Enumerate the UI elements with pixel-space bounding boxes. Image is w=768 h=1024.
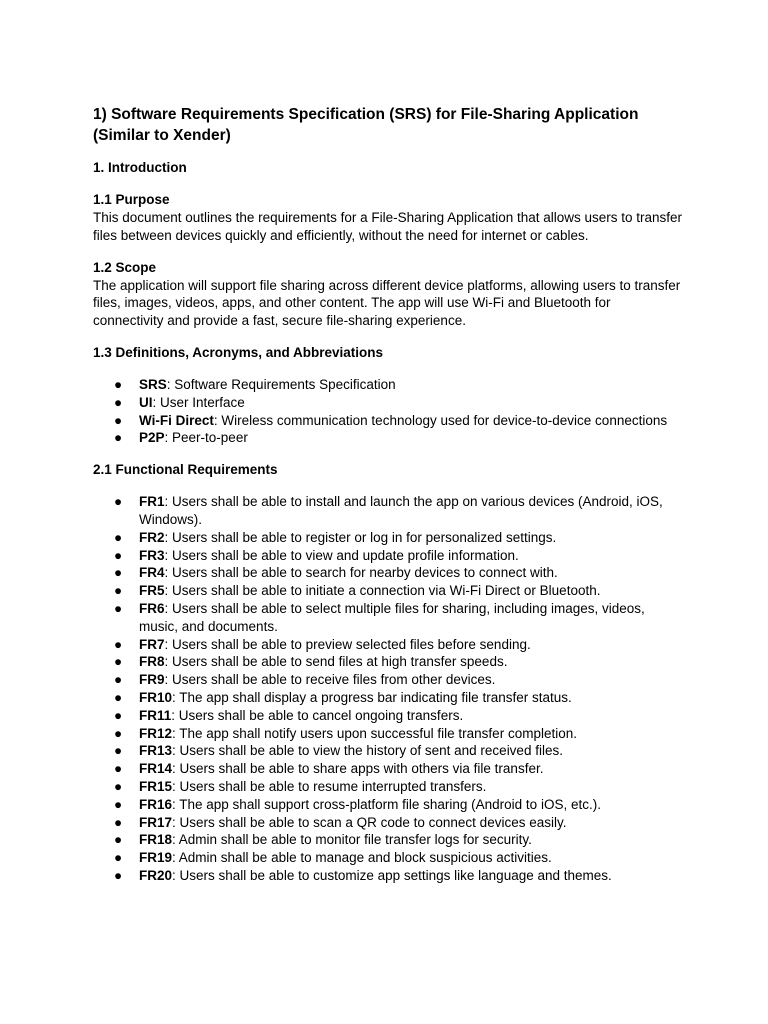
- bullet-icon: ●: [114, 583, 123, 599]
- item-term: FR17: [139, 814, 173, 830]
- item-text: : User Interface: [152, 394, 245, 410]
- list-item: [93, 582, 683, 600]
- item-text: : The app shall notify users upon successful file transfer completion.: [172, 725, 577, 741]
- item-term: FR8: [139, 654, 165, 670]
- item-text: : Users shall be able to install and launch the app on various devices (Android, iOS, Windows).: [139, 494, 663, 527]
- document-page: [93, 104, 683, 899]
- scope-heading: 1.2 Scope: [93, 259, 157, 275]
- list-item: [93, 412, 683, 430]
- purpose-heading: 1.1 Purpose: [93, 192, 170, 207]
- list-item: [93, 707, 683, 725]
- item-text: : Users shall be able to view and update profile information.: [164, 547, 519, 563]
- bullet-icon: ●: [114, 430, 123, 446]
- item-term: FR14: [139, 761, 173, 777]
- item-term: Wi-Fi Direct: [139, 412, 214, 428]
- bullet-icon: ●: [114, 672, 123, 688]
- item-text: : Users shall be able to resume interrupted transfers.: [172, 778, 487, 794]
- item-text: : Users shall be able to initiate a connection via Wi-Fi Direct or Bluetooth.: [164, 583, 601, 599]
- bullet-icon: ●: [114, 761, 123, 777]
- introduction-heading: 1. Introduction: [93, 160, 187, 175]
- list-item: [93, 564, 683, 582]
- item-term: FR1: [139, 494, 165, 510]
- bullet-icon: ●: [114, 547, 123, 563]
- list-item: [93, 394, 683, 412]
- item-term: P2P: [139, 430, 165, 446]
- scope-text: The application will support file sharing across different device platforms, allowing users to transfer files, images, videos, apps, and other content. The app will use Wi-Fi and Bluetooth for connectivity and provide a fast, secure file-sharing experience.: [93, 277, 681, 329]
- item-term: FR3: [139, 547, 165, 563]
- list-item: [93, 831, 683, 849]
- bullet-icon: ●: [114, 689, 123, 705]
- item-term: FR12: [139, 725, 173, 741]
- item-text: : Wireless communication technology used for device-to-device connections: [213, 412, 668, 428]
- item-term: FR13: [139, 743, 173, 759]
- bullet-icon: ●: [114, 376, 123, 392]
- list-item: [93, 725, 683, 743]
- item-term: FR6: [139, 600, 165, 616]
- bullet-icon: ●: [114, 796, 123, 812]
- bullet-icon: ●: [114, 707, 123, 723]
- item-text: : Peer-to-peer: [164, 430, 248, 446]
- list-item: [93, 493, 683, 529]
- bullet-icon: ●: [114, 494, 123, 510]
- bullet-icon: ●: [114, 778, 123, 794]
- item-term: FR4: [139, 565, 165, 581]
- item-term: FR15: [139, 778, 173, 794]
- item-text: : Users shall be able to cancel ongoing transfers.: [171, 707, 464, 723]
- bullet-icon: ●: [114, 832, 123, 848]
- bullet-icon: ●: [114, 725, 123, 741]
- list-item: [93, 742, 683, 760]
- item-term: FR10: [139, 689, 173, 705]
- bullet-icon: ●: [114, 654, 123, 670]
- item-text: : Admin shall be able to monitor file transfer logs for security.: [172, 832, 532, 848]
- item-term: UI: [139, 394, 153, 410]
- item-term: FR5: [139, 583, 165, 599]
- item-term: FR18: [139, 832, 173, 848]
- bullet-icon: ●: [114, 636, 123, 652]
- list-item: [93, 429, 683, 447]
- item-term: FR7: [139, 636, 165, 652]
- item-term: FR9: [139, 672, 165, 688]
- bullet-icon: ●: [114, 850, 123, 866]
- bullet-icon: ●: [114, 867, 123, 883]
- item-term: FR20: [139, 867, 173, 883]
- item-text: : Users shall be able to scan a QR code to connect devices easily.: [172, 814, 567, 830]
- definitions-heading: 1.3 Definitions, Acronyms, and Abbreviations: [93, 344, 384, 360]
- item-text: : The app shall support cross-platform file sharing (Android to iOS, etc.).: [172, 796, 601, 812]
- item-text: : Users shall be able to search for nearby devices to connect with.: [164, 565, 558, 581]
- item-text: : Admin shall be able to manage and block suspicious activities.: [172, 850, 552, 866]
- item-text: : Users shall be able to share apps with others via file transfer.: [172, 761, 544, 777]
- list-item: [93, 671, 683, 689]
- item-text: : Users shall be able to customize app settings like language and themes.: [172, 867, 612, 883]
- purpose-text: This document outlines the requirements for a File-Sharing Application that allows users to transfer files between devices quickly and efficiently, without the need for internet or cables.: [93, 210, 683, 243]
- item-text: : Users shall be able to select multiple files for sharing, including images, videos, music, and documents.: [139, 600, 645, 634]
- list-item: [93, 814, 683, 832]
- item-text: : The app shall display a progress bar indicating file transfer status.: [172, 689, 572, 705]
- item-term: SRS: [139, 376, 167, 392]
- list-item: [93, 600, 683, 636]
- list-item: [93, 760, 683, 778]
- list-item: [93, 529, 683, 547]
- item-text: : Users shall be able to receive files from other devices.: [164, 672, 496, 688]
- list-item: [93, 849, 683, 867]
- item-term: FR19: [139, 850, 173, 866]
- document-title: 1) Software Requirements Specification (SRS) for File-Sharing Application (Similar to Xender): [93, 106, 639, 144]
- bullet-icon: ●: [114, 743, 123, 759]
- list-item: [93, 636, 683, 654]
- bullet-icon: ●: [114, 394, 123, 410]
- list-item: [93, 547, 683, 565]
- list-item: [93, 376, 683, 394]
- bullet-icon: ●: [114, 814, 123, 830]
- list-item: [93, 653, 683, 671]
- bullet-icon: ●: [114, 565, 123, 581]
- item-term: FR2: [139, 529, 165, 545]
- list-item: [93, 867, 683, 885]
- list-item: [93, 778, 683, 796]
- functional-requirements-list: [93, 493, 683, 885]
- item-term: FR16: [139, 796, 173, 812]
- list-item: [93, 689, 683, 707]
- bullet-icon: ●: [114, 412, 123, 428]
- functional-requirements-heading: 2.1 Functional Requirements: [93, 462, 278, 478]
- definitions-list: [93, 376, 683, 447]
- list-item: [93, 796, 683, 814]
- item-text: : Users shall be able to register or log in for personalized settings.: [164, 529, 557, 545]
- bullet-icon: ●: [114, 600, 123, 616]
- item-term: FR11: [139, 707, 172, 723]
- item-text: : Software Requirements Specification: [166, 376, 396, 392]
- item-text: : Users shall be able to view the history of sent and received files.: [172, 743, 563, 759]
- item-text: : Users shall be able to preview selected files before sending.: [164, 636, 531, 652]
- bullet-icon: ●: [114, 529, 123, 545]
- item-text: : Users shall be able to send files at high transfer speeds.: [164, 654, 508, 670]
